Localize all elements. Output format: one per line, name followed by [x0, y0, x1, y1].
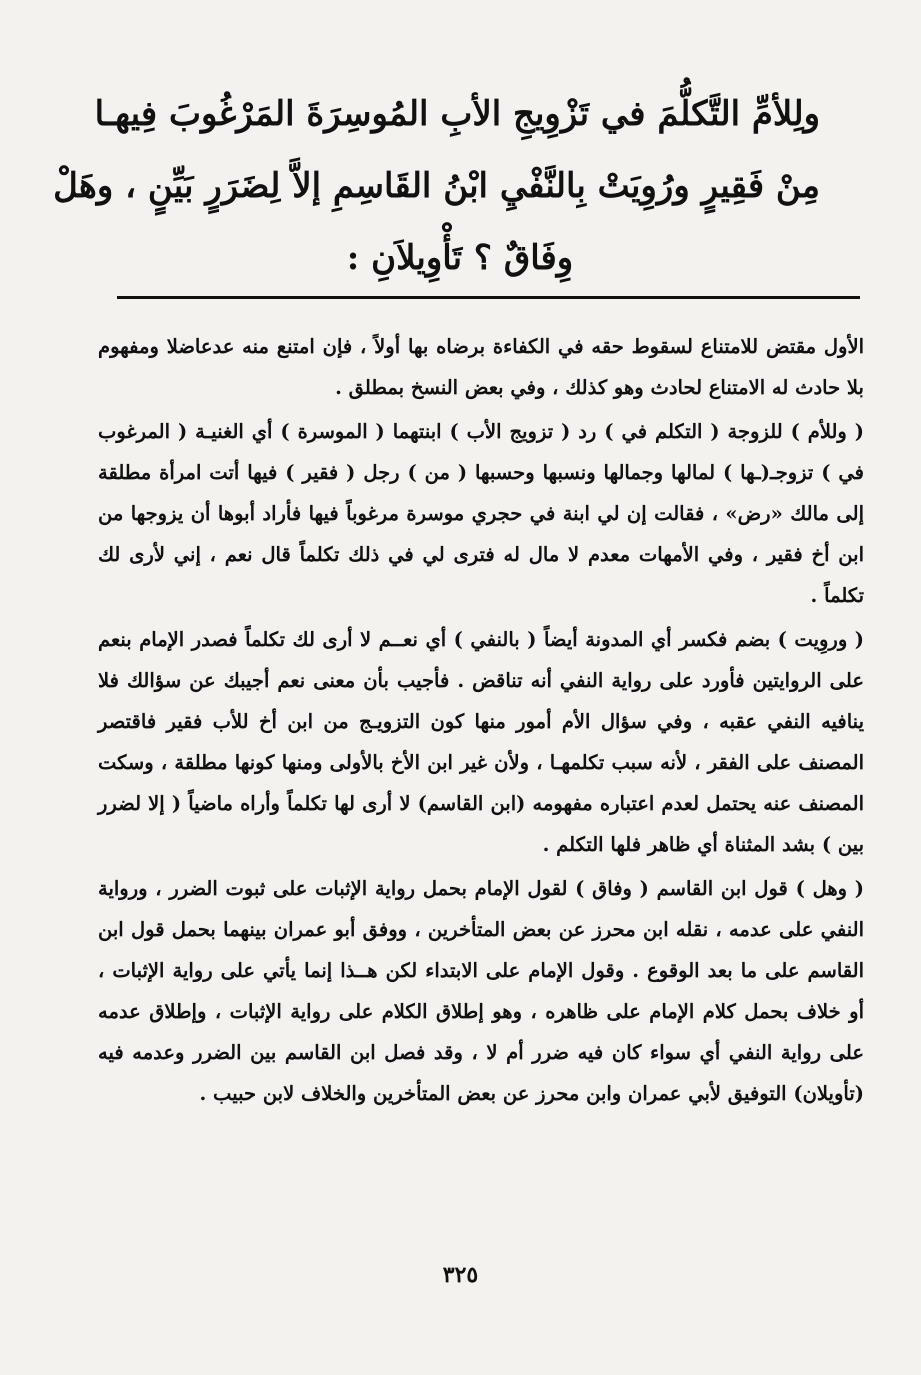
matn-line-1: ولِلأمِّ التَّكلُّمَ في تَزْوِيجِ الأبِ المُوسِرَةَ المَرْغُوبَ فِيهـا	[94, 94, 820, 134]
commentary-paragraph-4: ( وهل ) قول ابن القاسم ( وفاق ) لقول الإمام بحمل رواية الإثبات على ثبوت الضرر ، ورواية النفي على عدمه ، نقله ابن محرز عن بعض المتأخرين ، ووفق أبو عمران بينهما بحمل قول ابن القاسم على ما بعد الوقوع . وقول الإمام على الابتداء لكن هــذا إنما يأتي على رواية الإثبات ، أو خلاف بحمل كلام الإمام على ظاهره ، وهو إطلاق الكلام على رواية الإثبات ، وإطلاق عدمه على رواية النفي أي سواء كان فيه ضرر أم لا ، وقد فصل ابن القاسم بين الضرر وعدمه فيه (تأويلان) التوفيق لأبي عمران وابن محرز عن بعض المتأخرين والخلاف لابن حبيب .	[98, 877, 864, 1105]
page-number: ٣٢٥	[442, 1262, 479, 1288]
separator-rule	[117, 296, 860, 299]
commentary-text-block	[98, 326, 864, 1114]
commentary-paragraph-1: الأول مقتض للامتناع لسقوط حقه في الكفاءة برضاه بها أولاً ، فإن امتنع منه عدعاضلا ومفهوم بلا حادث له الامتناع لحادث وهو كذلك ، وفي بعض النسخ بمطلق .	[98, 335, 864, 399]
matn-line-3: وِفَاقٌ ؟ تَأْوِيلاَنِ :	[346, 238, 574, 278]
commentary-paragraph-3: ( وروِيت ) بضم فكسر أي المدونة أيضاً ( بالنفي ) أي نعــم لا أرى لك تكلماً فصدر الإمام بنعم على الروايتين فأورد على رواية النفي أنه تناقض . فأجيب بأن معنى نعم أجيبك عن سؤالك فلا ينافيه النفي عقبه ، وفي سؤال الأم أمور منها كون التزويـج من ابن أخ للأب فقير فاقتصر المصنف على الفقر ، لأنه سبب تكلمهـا ، ولأن غير ابن الأخ بالأولى ومنها كونها مطلقة ، وسكت المصنف عنه يحتمل لعدم اعتباره مفهومه (ابن القاسم) لا أرى لها تكلماً وأراه ماضياً ( إلا لضرر بين ) بشد المثناة أي ظاهر فلها التكلم .	[98, 628, 864, 856]
matn-line-2: مِنْ فَقِيرٍ ورُوِيَتْ بِالنَّفْيِ ابْنُ القَاسِمِ إلاَّ لِضَرَرٍ بَيِّنٍ ، وهَلْ	[53, 166, 820, 206]
commentary-paragraph-2: ( وللأم ) للزوجة ( التكلم في ) رد ( تزويج الأب ) ابنتهما ( الموسرة ) أي الغنيـة ( المرغوب في ) تزوجـ(ـها ) لمالها وجمالها ونسبها وحسبها ( من ) رجل ( فقير ) فيها أتت امرأة مطلقة إلى مالك «رض» ، فقالت إن لي ابنة في حجري موسرة مرغوباً فيها فأراد أبوها أن يزوجها من ابن أخ فقير ، وفي الأمهات معدم لا مال له فترى لي في ذلك تكلماً قال نعم ، إني لأرى لك تكلماً .	[98, 420, 864, 607]
matn-text-block	[53, 78, 820, 294]
